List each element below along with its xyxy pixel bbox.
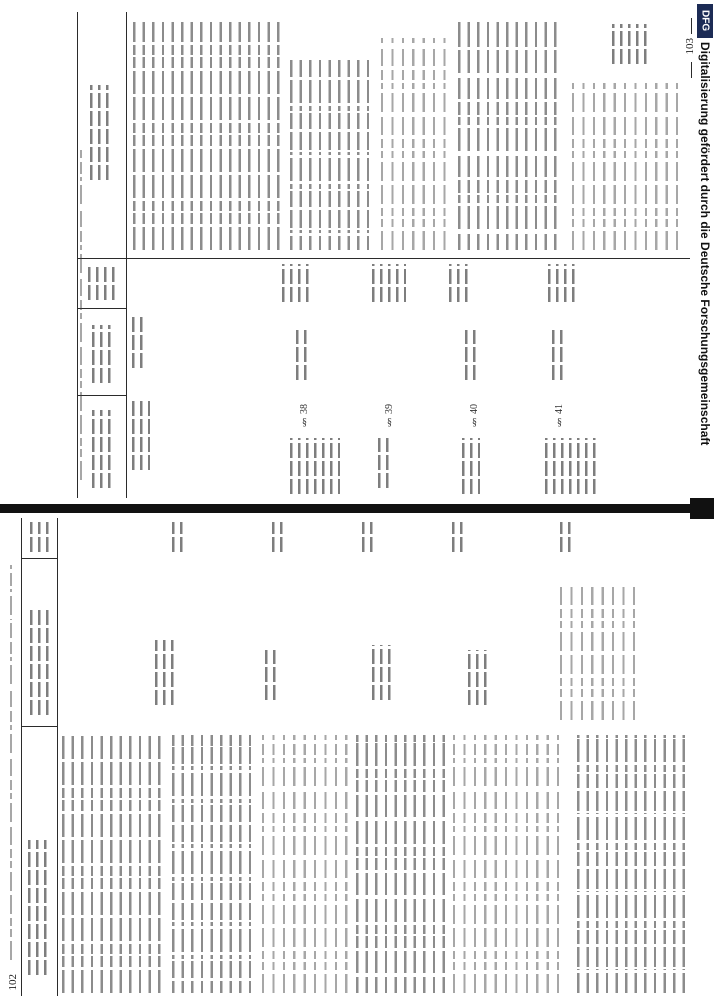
entry-text (560, 585, 640, 720)
dfg-logo: DFG (697, 4, 713, 38)
column-heading-text (90, 85, 114, 180)
body-text-block (577, 735, 687, 993)
entry-text (372, 645, 392, 700)
body-text-block (262, 735, 348, 993)
entry-text (172, 522, 186, 552)
entry-text (290, 438, 340, 494)
table-rule (21, 518, 22, 996)
entry-text (155, 640, 175, 705)
body-text-block (62, 735, 165, 993)
running-header-text (80, 150, 86, 480)
entry-text (552, 330, 566, 380)
body-text-block (381, 38, 449, 250)
entry-text (378, 438, 394, 488)
page-number-dash (691, 18, 692, 34)
body-text-block (172, 735, 252, 993)
table-rule (77, 12, 78, 498)
column-heading-text (88, 264, 116, 300)
gutter-shadow (0, 504, 714, 513)
column-rule (77, 258, 690, 259)
running-header-text (10, 565, 17, 960)
digitization-watermark: Digitalisierung gefördert durch die Deutsche Forschungsgemeinschaft (698, 42, 712, 446)
header-cell-rule (21, 558, 57, 559)
entry-text (282, 264, 312, 302)
section-mark: § 38 (299, 404, 310, 428)
section-mark: § 40 (469, 404, 480, 428)
body-text-block (356, 735, 446, 993)
entry-text (265, 650, 280, 700)
entry-text (132, 316, 148, 368)
entry-text (560, 522, 574, 552)
table-rule (126, 12, 127, 498)
entry-text (462, 438, 480, 494)
page-number: 102 (7, 974, 19, 991)
entry-text (468, 650, 488, 705)
entry-text (452, 522, 466, 552)
body-text-block (612, 24, 652, 64)
page-number: 103 (684, 38, 696, 55)
entry-text (372, 264, 406, 302)
body-text-block (453, 735, 567, 993)
entry-text (545, 438, 600, 494)
page-number-dash (691, 62, 692, 78)
entry-text (272, 522, 286, 552)
body-text-block (290, 60, 372, 250)
entry-text (362, 522, 376, 552)
entry-text (548, 264, 578, 302)
column-heading-text (28, 840, 50, 975)
column-heading-text (30, 610, 50, 715)
table-rule (57, 518, 58, 996)
entry-text (449, 264, 469, 302)
section-mark: § 41 (554, 404, 565, 428)
body-text-block (458, 22, 562, 250)
column-heading-text (30, 522, 50, 552)
section-mark: § 39 (384, 404, 395, 428)
entry-text (296, 330, 310, 380)
entry-text (465, 330, 479, 380)
entry-text (132, 400, 150, 470)
body-text-block (572, 80, 678, 250)
header-cell-rule (21, 726, 57, 727)
lower-page (0, 514, 714, 1000)
column-heading-text (92, 325, 114, 383)
body-text-block (133, 22, 280, 250)
column-heading-text (92, 410, 114, 488)
